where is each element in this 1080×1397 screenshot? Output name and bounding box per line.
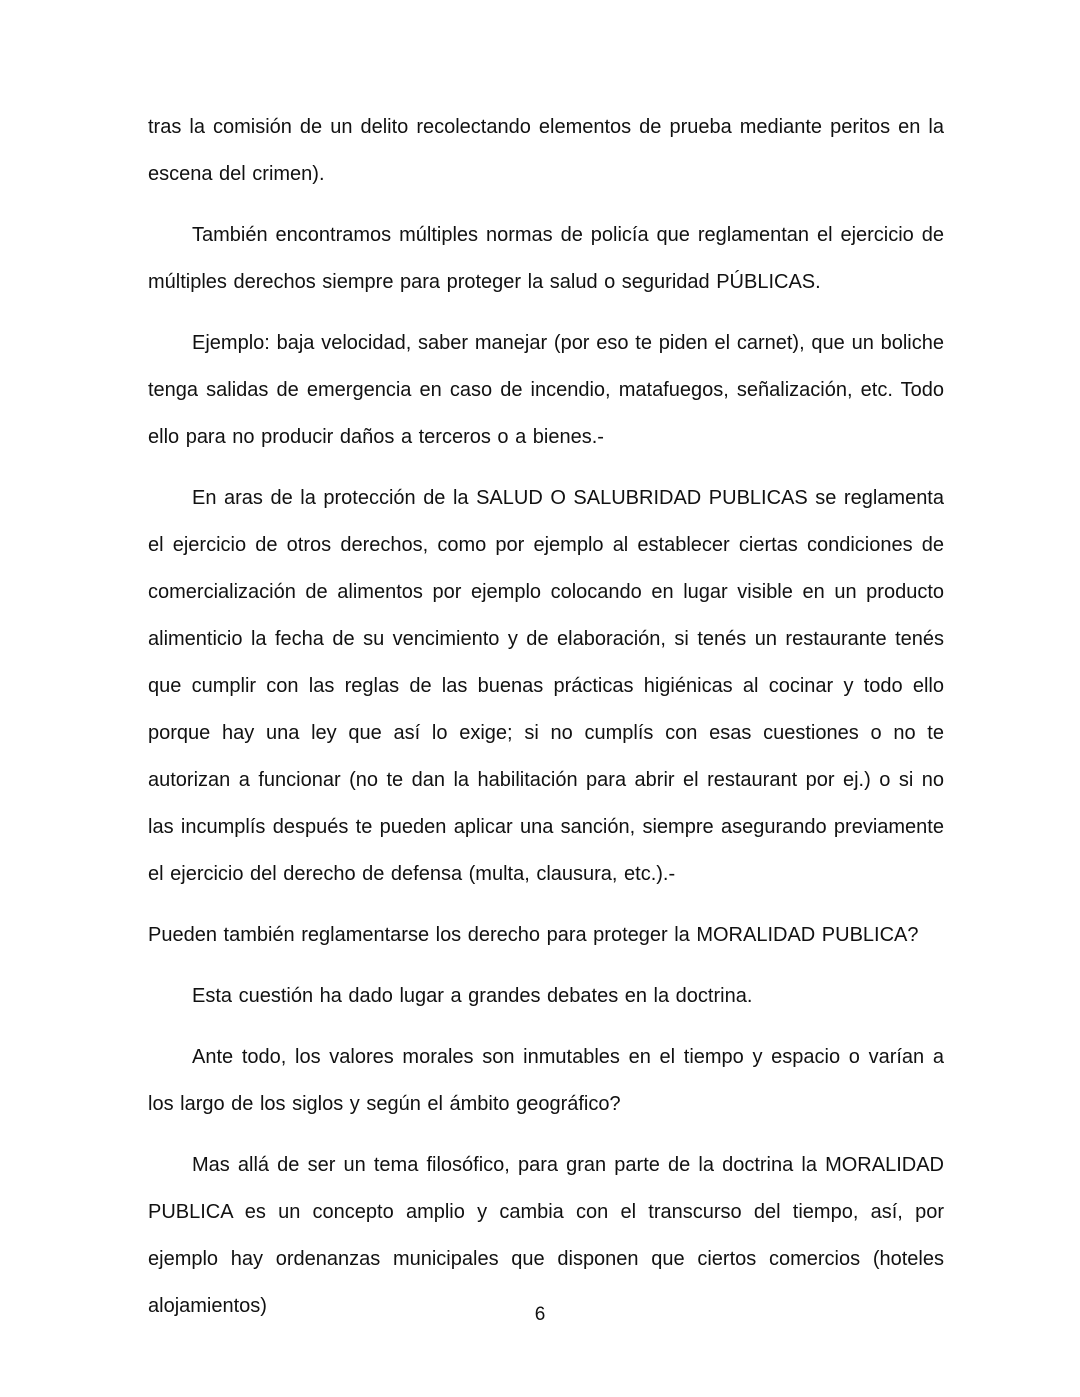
paragraph: tras la comisión de un delito recolectando elementos de prueba mediante peritos en la escena del crimen).	[148, 116, 944, 185]
page-number: 6	[534, 1304, 546, 1325]
paragraph: Ante todo, los valores morales son inmutables en el tiempo y espacio o varían a los largo de los siglos y según el ámbito geográfico?	[148, 1046, 944, 1115]
paragraph: También encontramos múltiples normas de policía que reglamentan el ejercicio de múltiples derechos siempre para proteger la salud o seguridad PÚBLICAS.	[148, 224, 944, 293]
paragraph: En aras de la protección de la SALUD O SALUBRIDAD PUBLICAS se reglamenta el ejercicio de otros derechos, como por ejemplo al establecer ciertas condiciones de comercialización de alimentos por ejemplo colocando en lugar visible en un producto alimenticio la fecha de su vencimiento y de elaboración, si tenés un restaurante tenés que cumplir con las reglas de las buenas prácticas higiénicas al cocinar y todo ello porque hay una ley que así lo exige; si no cumplís con esas cuestiones o no te autorizan a funcionar (no te dan la habilitación para abrir el restaurant por ej.) o si no las incumplís después te pueden aplicar una sanción, siempre asegurando previamente el ejercicio del derecho de defensa (multa, clausura, etc.).-	[148, 487, 944, 885]
paragraph: Esta cuestión ha dado lugar a grandes debates en la doctrina.	[192, 985, 753, 1007]
document-body	[148, 104, 944, 1344]
paragraph: Mas allá de ser un tema filosófico, para gran parte de la doctrina la MORALIDAD PUBLICA es un concepto amplio y cambia con el transcurso del tiempo, así, por ejemplo hay ordenanzas municipales que disponen que ciertos comercios (hoteles alojamientos)	[148, 1154, 944, 1317]
paragraph: Pueden también reglamentarse los derecho para proteger la MORALIDAD PUBLICA?	[148, 924, 919, 946]
paragraph: Ejemplo: baja velocidad, saber manejar (por eso te piden el carnet), que un boliche tenga salidas de emergencia en caso de incendio, matafuegos, señalización, etc. Todo ello para no producir daños a terceros o a bienes.-	[148, 332, 944, 448]
